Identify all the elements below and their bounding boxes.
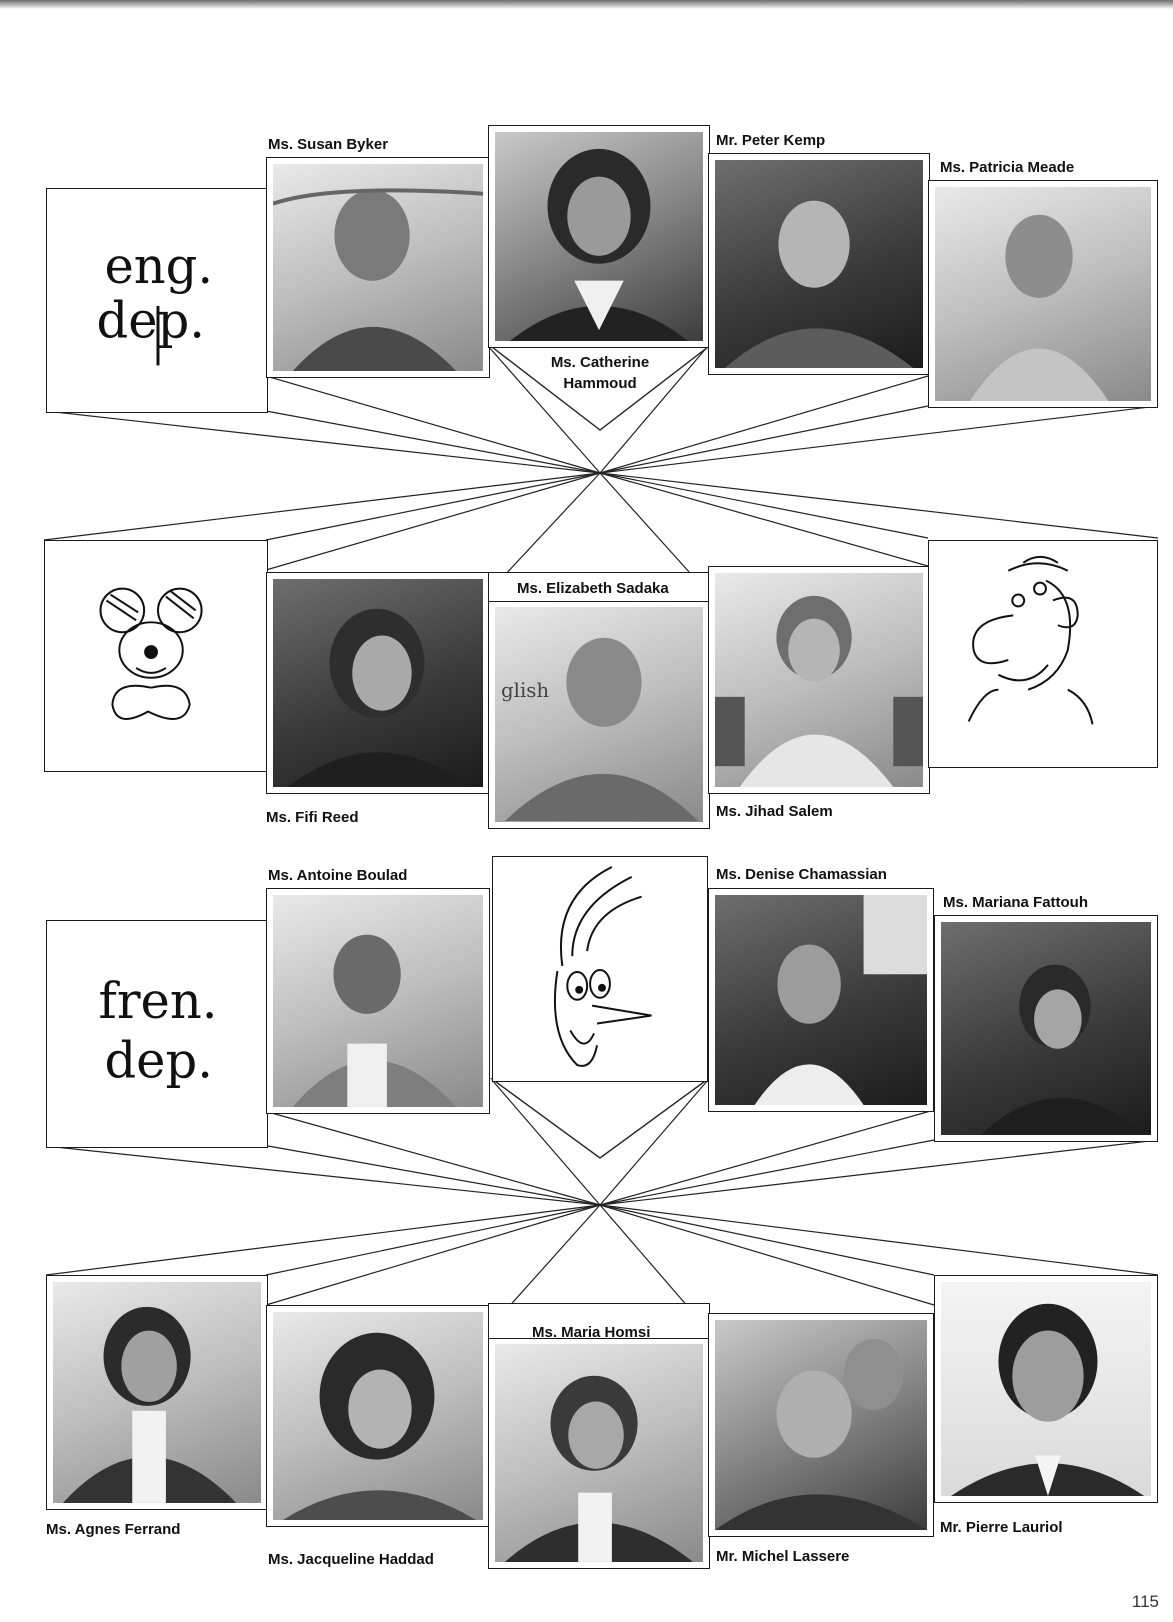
photo-frame-catherine-hammoud <box>488 125 710 348</box>
svg-text:dep.: dep. <box>104 1031 213 1090</box>
svg-text:eng.: eng. <box>104 237 214 296</box>
portrait-photo <box>715 1320 927 1530</box>
photo-frame-antoine-boulad <box>266 888 490 1114</box>
eng-dep-label-panel <box>46 188 268 413</box>
face-doodle-icon <box>929 541 1157 767</box>
photo-frame-mariana-fattouh <box>934 915 1158 1142</box>
photo-frame-peter-kemp <box>708 153 930 375</box>
photo-frame-michel-lassere <box>708 1313 934 1537</box>
teacher-name: Ms. Patricia Meade <box>940 159 1075 176</box>
teacher-name: Ms. Denise Chamassian <box>716 866 887 883</box>
fren-dep-label-panel <box>46 920 268 1148</box>
teacher-name: Ms. Fifi Reed <box>266 809 359 826</box>
photo-frame-denise-chamassian <box>708 888 934 1112</box>
portrait-photo <box>273 164 483 371</box>
photo-frame-patricia-meade <box>928 180 1158 408</box>
teacher-name: Ms. Agnes Ferrand <box>46 1521 181 1538</box>
portrait-photo <box>941 922 1151 1135</box>
doodle-panel-mouse <box>44 540 268 772</box>
portrait-photo <box>715 573 923 787</box>
portrait-photo <box>715 160 923 368</box>
photo-frame-jacqueline-haddad <box>266 1305 490 1527</box>
teacher-name: Ms. Catherine Hammoud <box>550 354 650 392</box>
fren-dep-handwriting <box>47 921 267 1147</box>
photo-frame-jihad-salem <box>708 566 930 794</box>
teacher-name: Ms. Jacqueline Haddad <box>268 1551 434 1568</box>
eng-dep-handwriting <box>47 189 267 412</box>
teacher-name: Ms. Elizabeth Sadaka <box>517 580 669 597</box>
portrait-photo <box>495 607 703 822</box>
portrait-photo <box>935 187 1151 401</box>
photo-frame-susan-byker <box>266 157 490 378</box>
portrait-photo <box>273 895 483 1107</box>
photo-frame-agnes-ferrand <box>46 1275 268 1510</box>
page-number: 115 <box>1131 1592 1159 1611</box>
photo-frame-maria-homsi <box>488 1303 710 1569</box>
doodle-panel-face <box>928 540 1158 768</box>
portrait-photo <box>53 1282 261 1503</box>
teacher-name: Ms. Mariana Fattouh <box>943 894 1089 911</box>
teacher-name: Mr. Peter Kemp <box>716 132 826 149</box>
photo-frame-pierre-lauriol <box>934 1275 1158 1503</box>
photo-frame-fifi-reed <box>266 572 490 794</box>
teacher-name: Mr. Michel Lassere <box>716 1548 850 1565</box>
portrait-photo <box>495 132 703 341</box>
portrait-photo <box>495 1344 703 1562</box>
teacher-name: Mr. Pierre Lauriol <box>940 1519 1063 1536</box>
svg-text:fren.: fren. <box>98 972 218 1031</box>
svg-text:glish: glish <box>500 679 550 703</box>
photo-frame-elizabeth-sadaka <box>488 572 710 829</box>
teacher-name: Ms. Antoine Boulad <box>268 867 408 884</box>
portrait-photo <box>273 1312 483 1520</box>
svg-text:dep.: dep. <box>96 291 206 350</box>
portrait-photo <box>273 579 483 787</box>
doodle-panel-woodpecker <box>492 856 708 1082</box>
mouse-doodle-icon <box>45 541 267 771</box>
woodpecker-doodle-icon <box>493 857 707 1081</box>
portrait-photo <box>941 1282 1151 1496</box>
teacher-name: Ms. Susan Byker <box>268 136 389 153</box>
teacher-name: Ms. Maria Homsi <box>532 1324 651 1341</box>
portrait-photo <box>715 895 927 1105</box>
teacher-name: Ms. Jihad Salem <box>716 803 833 820</box>
